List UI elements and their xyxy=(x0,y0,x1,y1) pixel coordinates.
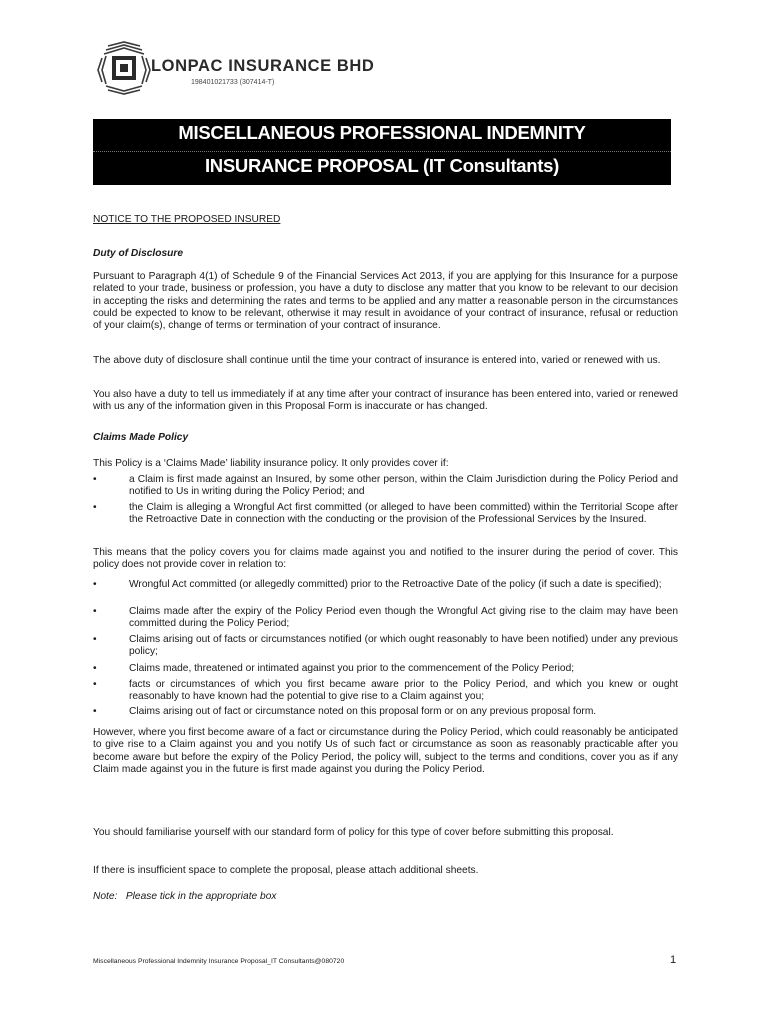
bullet-icon: • xyxy=(93,706,97,717)
insufficient-space-paragraph: If there is insufficient space to complete the proposal, please attach additional sheets. xyxy=(93,865,479,876)
claims-intro: This Policy is a ‘Claims Made’ liability insurance policy. It only provides cover if: xyxy=(93,458,449,469)
list-item-text: a Claim is first made against an Insured, by some other person, within the Claim Jurisdiction during the Policy Period and notified to Us in writing during the Policy Period; and xyxy=(129,474,678,498)
however-paragraph: However, where you first become aware of a fact or circumstance during the Policy Period, which could reasonably be anticipated to give rise to a Claim against you and you notify Us of such fact or circumstance as soon as reasonably practicable after you become aware but before the expiry of the Policy Period, the policy will, subject to the terms and conditions, cover you as if any Claim made against you in the future is first made against you during the Policy Period. xyxy=(93,727,678,775)
bullet-icon: • xyxy=(93,606,97,617)
bullet-icon: • xyxy=(93,474,97,485)
bullet-icon: • xyxy=(93,634,97,645)
claims-means-paragraph: This means that the policy covers you for claims made against you and notified to the insurer during the period of cover. This policy does not provide cover in relation to: xyxy=(93,547,678,571)
footer-document-reference: Miscellaneous Professional Indemnity Insurance Proposal_IT Consultants@080720 xyxy=(93,958,345,965)
bullet-icon: • xyxy=(93,502,97,513)
list-item-text: Wrongful Act committed (or allegedly committed) prior to the Retroactive Date of the policy (if such a date is specified); xyxy=(129,579,662,590)
company-name: LONPAC INSURANCE BHD xyxy=(151,57,375,75)
page-number: 1 xyxy=(670,954,677,966)
title-line-2: INSURANCE PROPOSAL (IT Consultants) xyxy=(204,155,560,176)
claims-heading: Claims Made Policy xyxy=(93,432,189,443)
company-registration: 198401021733 (307414-T) xyxy=(191,79,275,86)
list-item-text: Claims arising out of fact or circumstance noted on this proposal form or on any previous proposal form. xyxy=(129,706,597,717)
title-divider xyxy=(93,151,671,152)
duty-heading: Duty of Disclosure xyxy=(93,248,184,259)
list-item-text: Claims made after the expiry of the Policy Period even though the Wrongful Act giving rise to the claim may have been committed during the Policy Period; xyxy=(129,606,678,630)
duty-paragraph-3: You also have a duty to tell us immediately if at any time after your contract of insurance has been entered into, varied or renewed with us any of the information given in this Proposal Form is inaccurate or has changed. xyxy=(93,389,678,413)
list-item-text: Claims made, threatened or intimated against you prior to the commencement of the Policy Period; xyxy=(129,663,575,674)
list-item-text: the Claim is alleging a Wrongful Act first committed (or alleged to have been committed) within the Territorial Scope after the Retroactive Date in connection with the conducting or the provision of the Professional Services by the Insured. xyxy=(129,502,678,526)
bullet-icon: • xyxy=(93,663,97,674)
duty-paragraph-2: The above duty of disclosure shall continue until the time your contract of insurance is entered into, varied or renewed with us. xyxy=(93,355,661,366)
tick-box-note: Note: Please tick in the appropriate box xyxy=(93,891,277,902)
bullet-icon: • xyxy=(93,679,97,690)
list-item-text: facts or circumstances of which you first became aware prior to the Policy Period, and which you knew or ought reasonably to have known had the potential to give rise to a Claim against you; xyxy=(129,679,678,703)
familiarise-paragraph: You should familiarise yourself with our standard form of policy for this type of cover before submitting this proposal. xyxy=(93,827,614,838)
title-banner xyxy=(93,119,671,185)
lonpac-logo-icon xyxy=(94,40,154,96)
notice-heading: NOTICE TO THE PROPOSED INSURED xyxy=(93,214,281,225)
list-item-text: Claims arising out of facts or circumstances notified (or which ought reasonably to have been notified) under any previous policy; xyxy=(129,634,678,658)
duty-paragraph-1: Pursuant to Paragraph 4(1) of Schedule 9 of the Financial Services Act 2013, if you are applying for this Insurance for a purpose related to your trade, business or profession, you have a duty to disclose any matter that you know to be relevant to our decision in accepting the risks and determining the rates and terms to be applied and any matter a reasonable person in the circumstances could be expected to know to be relevant, otherwise it may result in avoidance of your contract of insurance, refusal or reduction of your claim(s), change of terms or termination of your contract of insurance. xyxy=(93,271,678,332)
bullet-icon: • xyxy=(93,579,97,590)
title-line-1: MISCELLANEOUS PROFESSIONAL INDEMNITY xyxy=(178,122,586,143)
